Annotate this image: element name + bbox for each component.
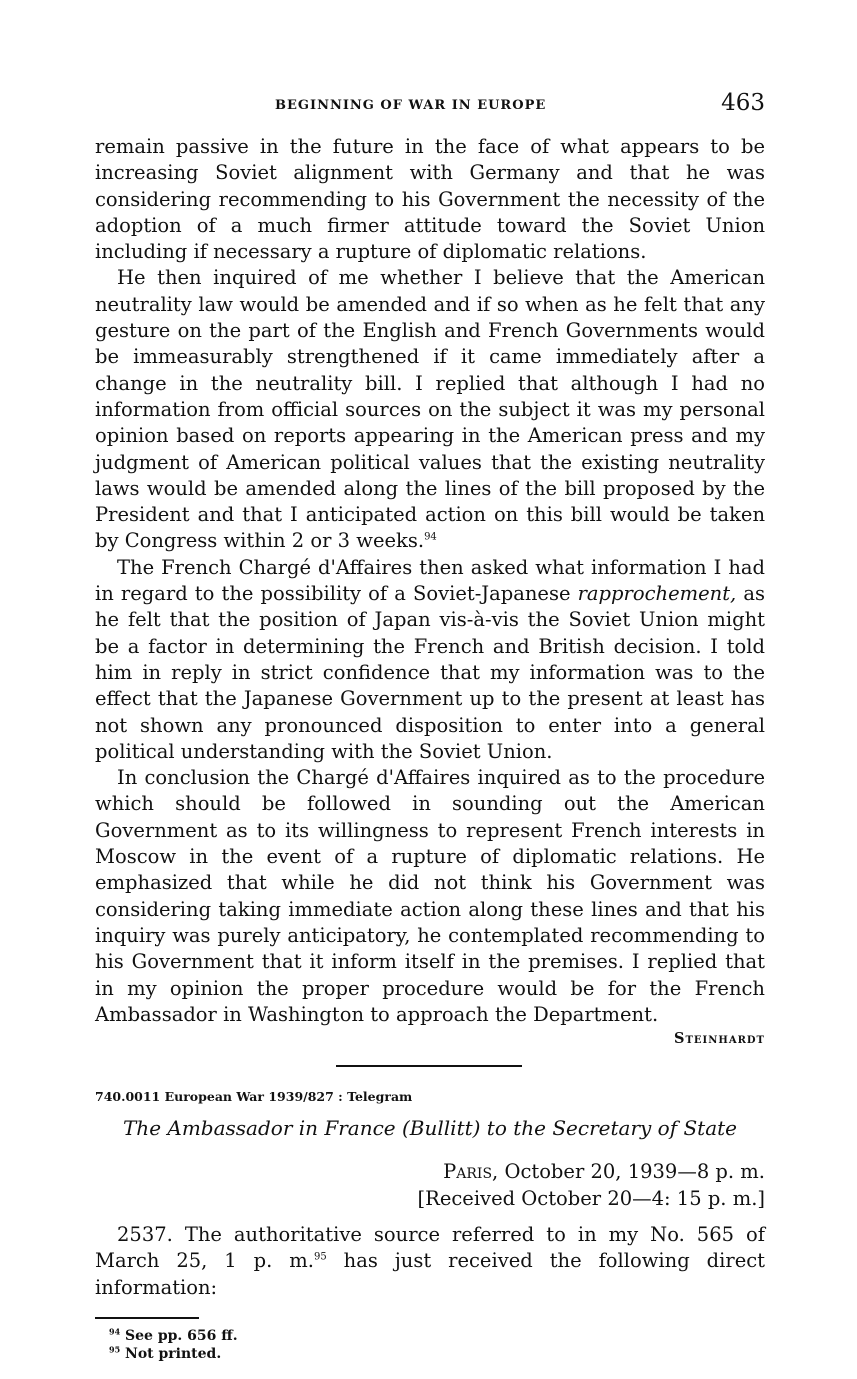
paragraph-text: The French Chargé d'Affaires then asked what information I had in regard to the possibility of a Soviet-Japanese <box>95 555 765 606</box>
footnote-mark: 95 <box>109 1344 121 1355</box>
section-divider <box>336 1065 522 1067</box>
sent-line <box>95 1158 765 1185</box>
letter-body <box>95 134 765 1028</box>
paragraph-text: He then inquired of me whether I believe that the American neutrality law would be amended and if so when as he felt that any gesture on the part of the English and French Governments would be immeasurably strengthened if it came immediately after a change in the neutrality bill. I replied that although I had no information from official sources on the subject it was my personal opinion based on reports appearing in the American press and my judgment of American political values that the existing neutrality laws would be amended along the lines of the bill proposed by the President and that I anticipated action on this bill would be taken by Congress within 2 or 3 weeks. <box>95 266 765 553</box>
footnote-mark: 94 <box>109 1326 121 1337</box>
running-head <box>95 90 765 124</box>
dateline <box>95 1158 765 1212</box>
paragraph-neutrality <box>95 265 765 554</box>
footnote-text: See pp. 656 ff. <box>125 1327 238 1344</box>
footnote-ref-94: 94 <box>424 531 437 543</box>
paragraph-continuation: remain passive in the future in the face of what appears to be increasing Soviet alignment with Germany and that he was considering recommending to his Government the necessity of the adoption of a much firmer attitude toward the Soviet Union including if necessary a rupture of diplomatic relations. <box>95 135 765 264</box>
document-page <box>95 90 765 1363</box>
telegram-body <box>95 1222 765 1301</box>
paragraph-conclusion: In conclusion the Chargé d'Affaires inquired as to the procedure which should be followed in sounding out the American Government as to its willingness to represent French interests in Moscow in the event of a rupture of diplomatic relations. He emphasized that while he did not think his Government was considering taking immediate action along these lines and that his inquiry was purely anticipatory, he contemplated recommending to his Government that it inform itself in the premises. I replied that in my opinion the proper procedure would be for the French Ambassador in Washington to approach the Department. <box>95 766 765 1026</box>
signature: Steinhardt <box>674 1030 765 1048</box>
footnote-divider <box>95 1317 199 1319</box>
footnote-94 <box>109 1327 765 1345</box>
document-title: The Ambassador in France (Bullitt) to the Secretary of State <box>122 1116 738 1141</box>
sent-date: October 20, 1939—8 p. m. <box>504 1160 765 1184</box>
paragraph-text: as he felt that the position of Japan vis-à-vis the Soviet Union might be a factor in determining the French and British decision. I told him in reply in strict confidence that my information was to the effect that the Japanese Government up to the present at least has not shown any pronounced disposition to enter into a general political understanding with the Soviet Union. <box>95 582 765 763</box>
footnote-ref-95: 95 <box>313 1251 327 1263</box>
paragraph-text: has just received the following direct information: <box>95 1249 765 1299</box>
received-line: [Received October 20—4: 15 p. m.] <box>417 1187 765 1211</box>
footnote-text: Not printed. <box>125 1345 222 1362</box>
telegram-opening <box>95 1222 765 1301</box>
page-number: 463 <box>721 90 765 116</box>
footnotes <box>95 1327 765 1363</box>
running-title: BEGINNING OF WAR IN EUROPE <box>275 98 547 113</box>
footnote-95 <box>109 1345 765 1363</box>
paragraph-text: 2537. The authoritative source referred to in my No. 565 of March 25, 1 p. m. <box>95 1223 765 1273</box>
file-reference: 740.0011 European War 1939/827 : Telegram <box>95 1089 413 1105</box>
paragraph-rapprochement <box>95 555 765 765</box>
place: Paris, <box>443 1160 499 1184</box>
italic-term: rapprochement, <box>577 582 737 606</box>
